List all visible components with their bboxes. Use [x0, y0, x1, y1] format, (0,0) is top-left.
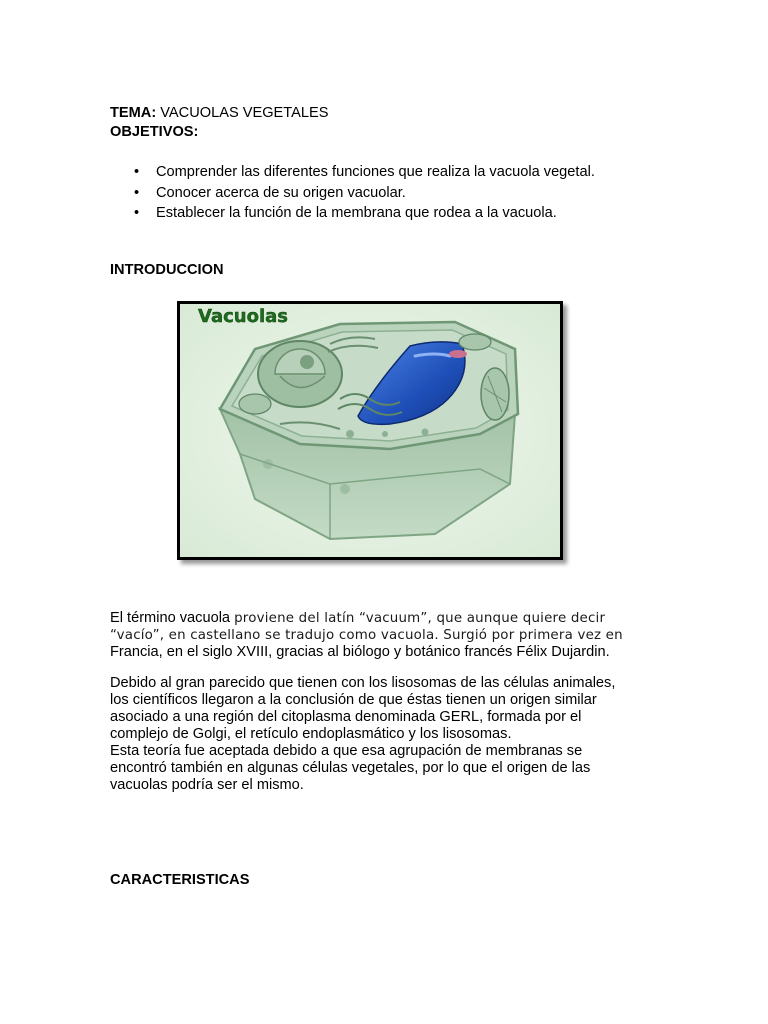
paragraph-line	[110, 610, 670, 627]
paragraph-line: Esta teoría fue aceptada debido a que esa agrupación de membranas se	[110, 743, 583, 759]
paragraph-line: Debido al gran parecido que tienen con los lisosomas de las células animales,	[110, 675, 616, 691]
bullet-icon: •	[134, 205, 140, 221]
paragraph-line: Francia, en el siglo XVIII, gracias al biólogo y botánico francés Félix Dujardin.	[110, 644, 610, 660]
list-item	[110, 183, 595, 204]
bullet-icon: •	[134, 184, 140, 201]
tema-label: TEMA:	[110, 105, 157, 121]
tema-value: VACUOLAS VEGETALES	[156, 105, 329, 121]
caracteristicas-heading: CARACTERISTICAS	[110, 872, 250, 888]
paragraph-origin	[110, 610, 670, 661]
vacuole-cell-illustration	[177, 301, 563, 560]
objetivo-text: Conocer acerca de su origen vacuolar.	[156, 184, 406, 201]
paragraph-line: “vacío”, en castellano se tradujo como vacuola. Surgió por primera vez en	[110, 628, 623, 643]
figure-label: Vacuolas	[198, 306, 288, 327]
paragraph-line: encontró también en algunas células vegetales, por lo que el origen de las	[110, 760, 591, 776]
list-item	[110, 203, 595, 224]
introduccion-heading: INTRODUCCION	[110, 262, 224, 278]
paragraph-line: vacuolas podría ser el mismo.	[110, 777, 304, 793]
paragraph-text: proviene del latín “vacuum”, que aunque quiere decir	[234, 611, 606, 626]
objetivo-text: Comprender las diferentes funciones que realiza la vacuola vegetal.	[156, 164, 595, 180]
list-item	[110, 162, 595, 183]
paragraph-line: complejo de Golgi, el retículo endoplasmático y los lisosomas.	[110, 726, 512, 742]
tema-line	[110, 105, 328, 122]
paragraph-line: asociado a una región del citoplasma denominada GERL, formada por el	[110, 709, 582, 725]
objetivo-text: Establecer la función de la membrana que rodea a la vacuola.	[156, 205, 557, 221]
bullet-icon: •	[134, 164, 140, 180]
paragraph-text: El término vacuola	[110, 610, 235, 626]
objetivos-heading: OBJETIVOS:	[110, 124, 199, 140]
objetivos-list	[110, 162, 595, 224]
paragraph-gerl	[110, 675, 670, 794]
paragraph-line: los científicos llegaron a la conclusión de que éstas tienen un origen similar	[110, 692, 597, 708]
cell-diagram	[180, 304, 560, 557]
